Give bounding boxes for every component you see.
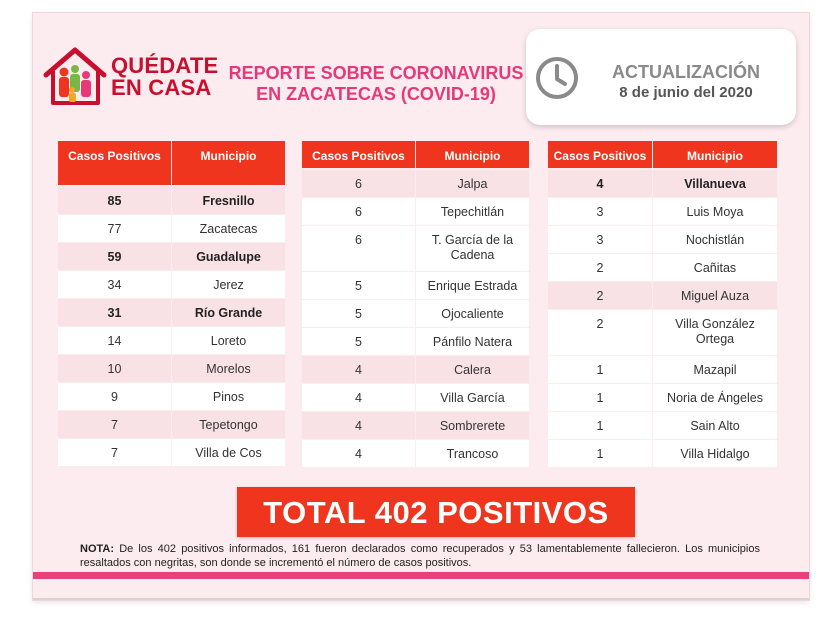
cases-cell: 1	[548, 412, 652, 439]
update-title: ACTUALIZACIÓN	[612, 62, 760, 82]
header-municipality: Municipio	[416, 141, 529, 168]
table-row	[58, 243, 285, 270]
table-row	[548, 356, 777, 383]
cases-cell: 1	[548, 384, 652, 411]
table-row	[548, 170, 777, 197]
cases-cell: 7	[58, 411, 171, 438]
municipality-cell: Villa de Cos	[172, 439, 285, 466]
municipality-cell: Villa Hidalgo	[653, 440, 777, 467]
municipality-cell: Ojocaliente	[416, 300, 529, 327]
table-row	[548, 226, 777, 253]
municipality-cell: Villanueva	[653, 170, 777, 197]
table-row	[302, 356, 529, 383]
cases-cell: 3	[548, 198, 652, 225]
clock-icon	[534, 55, 580, 101]
municipality-cell: Nochistlán	[653, 226, 777, 253]
table-row	[302, 440, 529, 467]
table-row	[302, 300, 529, 327]
municipality-cell: Mazapil	[653, 356, 777, 383]
cases-cell: 2	[548, 310, 652, 355]
municipality-cell: Morelos	[172, 355, 285, 382]
table-row	[302, 272, 529, 299]
municipality-cell: Tepetongo	[172, 411, 285, 438]
municipality-cell: Calera	[416, 356, 529, 383]
municipality-cell: Miguel Auza	[653, 282, 777, 309]
municipality-cell: Villa García	[416, 384, 529, 411]
table-row	[302, 198, 529, 225]
municipality-cell: Río Grande	[172, 299, 285, 326]
municipality-cell: Fresnillo	[172, 187, 285, 214]
brand-title	[111, 55, 218, 99]
municipality-cell: Sombrerete	[416, 412, 529, 439]
cases-cell: 3	[548, 226, 652, 253]
table-row	[302, 226, 529, 271]
municipality-cell: Noria de Ángeles	[653, 384, 777, 411]
table-row	[58, 327, 285, 354]
bottom-shadow-line	[33, 598, 809, 600]
cases-cell: 2	[548, 254, 652, 281]
cases-cell: 5	[302, 328, 415, 355]
header-cases-positive: Casos Positivos	[58, 141, 171, 185]
cases-cell: 14	[58, 327, 171, 354]
cases-cell: 1	[548, 356, 652, 383]
cases-cell: 9	[58, 383, 171, 410]
municipality-cell: Jerez	[172, 271, 285, 298]
header-municipality: Municipio	[172, 141, 285, 185]
table-row	[548, 440, 777, 467]
table-row	[548, 412, 777, 439]
table-row	[58, 383, 285, 410]
table-row	[302, 170, 529, 197]
cases-cell: 4	[302, 412, 415, 439]
table-row	[548, 282, 777, 309]
report-title	[226, 63, 526, 105]
table-row	[58, 299, 285, 326]
header-municipality: Municipio	[653, 141, 777, 168]
cases-table-2	[302, 141, 529, 468]
cases-cell: 85	[58, 187, 171, 214]
cases-table-3	[548, 141, 777, 468]
report-line-2: EN ZACATECAS (COVID-19)	[256, 84, 496, 104]
table-row	[58, 355, 285, 382]
header-cases-positive: Casos Positivos	[302, 141, 415, 168]
municipality-cell: Guadalupe	[172, 243, 285, 270]
municipality-cell: Zacatecas	[172, 215, 285, 242]
cases-cell: 5	[302, 300, 415, 327]
table-row	[58, 411, 285, 438]
update-box	[526, 29, 796, 125]
cases-cell: 10	[58, 355, 171, 382]
cases-cell: 6	[302, 198, 415, 225]
table-row	[548, 254, 777, 281]
cases-cell: 5	[302, 272, 415, 299]
municipality-cell: Cañitas	[653, 254, 777, 281]
footnote-text: De los 402 positivos informados, 161 fueron declarados como recuperados y 53 lamentablemente fallecieron. Los municipios resaltados con negritas, son donde se incrementó el número de casos positivos.	[80, 543, 760, 569]
table-row	[548, 384, 777, 411]
table-row	[58, 187, 285, 214]
cases-cell: 34	[58, 271, 171, 298]
footnote-label: NOTA:	[80, 543, 115, 555]
table-row	[302, 384, 529, 411]
cases-cell: 77	[58, 215, 171, 242]
total-banner: TOTAL 402 POSITIVOS	[237, 487, 635, 537]
municipality-cell: Pánfilo Natera	[416, 328, 529, 355]
cases-cell: 7	[58, 439, 171, 466]
table-row	[58, 271, 285, 298]
table-row	[302, 412, 529, 439]
cases-cell: 4	[548, 170, 652, 197]
brand-line-1: QUÉDATE	[111, 53, 219, 78]
cases-cell: 59	[58, 243, 171, 270]
header-cases-positive: Casos Positivos	[548, 141, 652, 168]
municipality-cell: Sain Alto	[653, 412, 777, 439]
cases-cell: 2	[548, 282, 652, 309]
cases-cell: 6	[302, 226, 415, 271]
house-family-icon	[42, 45, 108, 107]
municipality-cell: T. García de la Cadena	[416, 226, 529, 271]
cases-cell: 6	[302, 170, 415, 197]
cases-table-1	[58, 141, 285, 467]
update-date: 8 de junio del 2020	[619, 84, 753, 101]
table-row	[58, 439, 285, 466]
municipality-cell: Loreto	[172, 327, 285, 354]
cases-cell: 4	[302, 356, 415, 383]
municipality-cell: Pinos	[172, 383, 285, 410]
municipality-cell: Trancoso	[416, 440, 529, 467]
municipality-cell: Jalpa	[416, 170, 529, 197]
table-row	[548, 198, 777, 225]
bottom-stripe	[33, 572, 809, 579]
cases-cell: 4	[302, 384, 415, 411]
municipality-cell: Luis Moya	[653, 198, 777, 225]
cases-cell: 1	[548, 440, 652, 467]
footnote	[80, 542, 760, 570]
cases-cell: 4	[302, 440, 415, 467]
report-line-1: REPORTE SOBRE CORONAVIRUS	[228, 63, 524, 83]
municipality-cell: Villa González Ortega	[653, 310, 777, 355]
municipality-cell: Enrique Estrada	[416, 272, 529, 299]
table-row	[58, 215, 285, 242]
brand-line-2: EN CASA	[111, 75, 212, 100]
table-row	[302, 328, 529, 355]
municipality-cell: Tepechitlán	[416, 198, 529, 225]
table-row	[548, 310, 777, 355]
cases-cell: 31	[58, 299, 171, 326]
